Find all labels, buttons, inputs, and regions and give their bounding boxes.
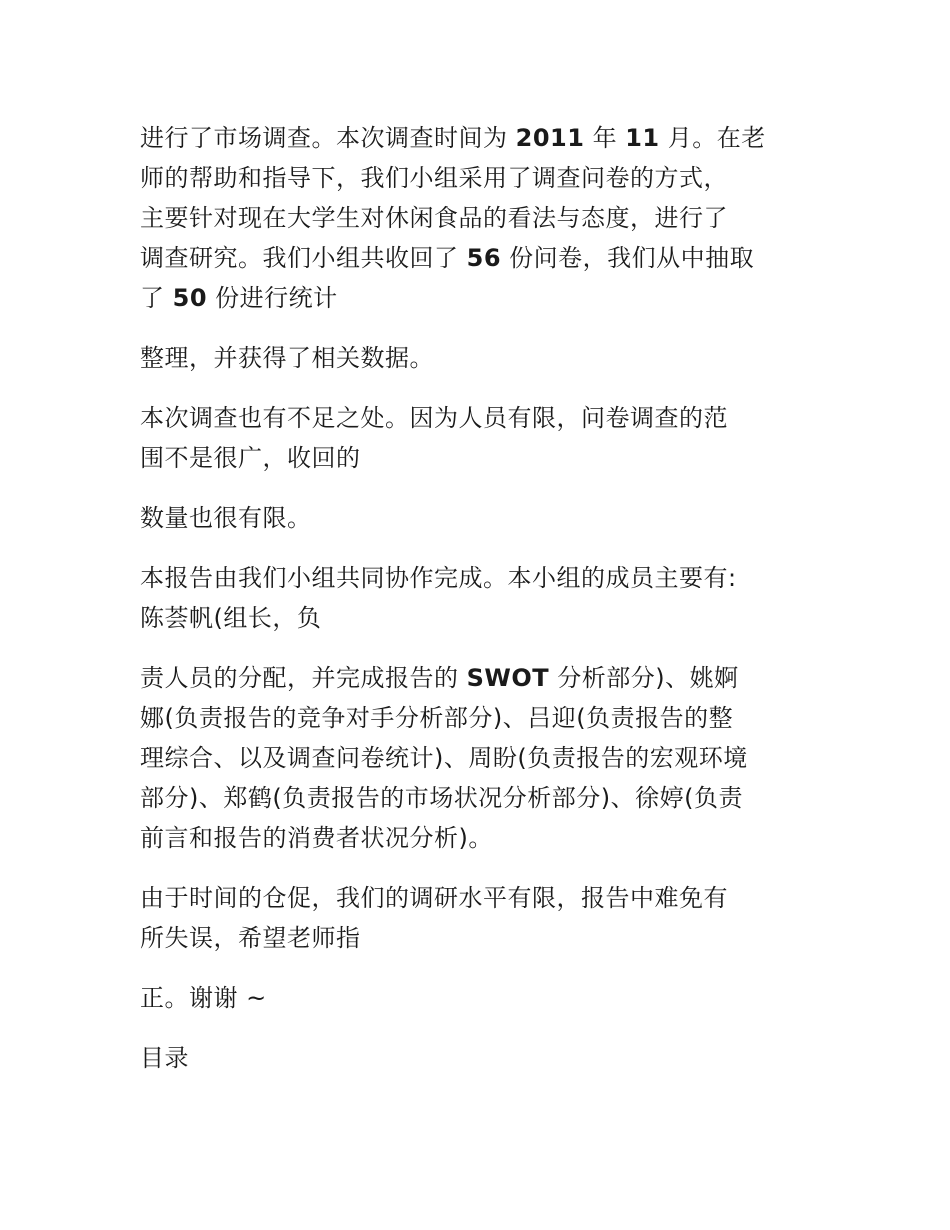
text-line [140, 338, 820, 378]
text-run: 由于时间的仓促，我们的调研水平有限，报告中难免有 [140, 884, 728, 912]
text-run: 主要针对现在大学生对休闲食品的看法与态度，进行了 [140, 204, 728, 232]
text-line [140, 278, 820, 318]
text-run: 月。在老 [659, 124, 766, 152]
text-run: 围不是很广，收回的 [140, 444, 361, 472]
text-run: 部分)、郑鹤(负责报告的市场状况分析部分)、徐婷(负责 [140, 784, 743, 812]
text-line [140, 598, 820, 638]
text-run: 前言和报告的消费者状况分析)。 [140, 824, 493, 852]
text-line [140, 778, 820, 818]
text-line [140, 978, 820, 1018]
text-run: 份问卷，我们从中抽取 [501, 244, 755, 272]
paragraph-responsibilities [140, 658, 820, 858]
text-run: 进行了市场调查。本次调查时间为 [140, 124, 516, 152]
paragraph-team-members [140, 558, 820, 638]
text-run: 所失误，希望老师指 [140, 924, 361, 952]
text-line [140, 738, 820, 778]
text-line [140, 558, 820, 598]
text-line [140, 118, 820, 158]
text-line [140, 158, 820, 198]
text-run: 年 [584, 124, 626, 152]
text-line [140, 238, 820, 278]
text-run: 责人员的分配，并完成报告的 [140, 664, 467, 692]
heading-table-of-contents [140, 1038, 820, 1078]
text-line [140, 878, 820, 918]
text-line [140, 198, 820, 238]
text-line [140, 498, 820, 538]
paragraph-thanks [140, 978, 820, 1018]
paragraph-limitations [140, 398, 820, 478]
number-run: 56 [466, 244, 502, 272]
text-run: 本次调查也有不足之处。因为人员有限，问卷调查的范 [140, 404, 728, 432]
text-run: 数量也很有限。 [140, 504, 312, 532]
number-run: SWOT [466, 664, 550, 692]
text-line [140, 398, 820, 438]
paragraph-limited-quantity [140, 498, 820, 538]
text-run: 调查研究。我们小组共收回了 [140, 244, 467, 272]
text-run: 本报告由我们小组共同协作完成。本小组的成员主要有: [140, 564, 737, 592]
paragraph-apology [140, 878, 820, 958]
text-run: 整理，并获得了相关数据。 [140, 344, 434, 372]
number-run: 50 [172, 284, 208, 312]
number-run: 2011 [515, 124, 585, 152]
paragraph-survey-intro [140, 118, 820, 318]
text-line [140, 1038, 820, 1078]
text-run: 目录 [140, 1044, 189, 1072]
text-line [140, 918, 820, 958]
text-run: 陈荟帆(组长，负 [140, 604, 322, 632]
text-run: 理综合、以及调查问卷统计)、周盼(负责报告的宏观环境 [140, 744, 748, 772]
text-line [140, 818, 820, 858]
text-run: 份进行统计 [207, 284, 338, 312]
text-line [140, 438, 820, 478]
document-body [140, 118, 820, 1078]
paragraph-data-organized [140, 338, 820, 378]
text-run: 正。谢谢 ~ [140, 984, 267, 1012]
text-line [140, 698, 820, 738]
text-run: 师的帮助和指导下，我们小组采用了调查问卷的方式， [140, 164, 728, 192]
text-run: 了 [140, 284, 173, 312]
text-line [140, 658, 820, 698]
text-run: 娜(负责报告的竞争对手分析部分)、吕迎(负责报告的整 [140, 704, 734, 732]
number-run: 11 [625, 124, 660, 152]
text-run: 分析部分)、姚婀 [549, 664, 739, 692]
